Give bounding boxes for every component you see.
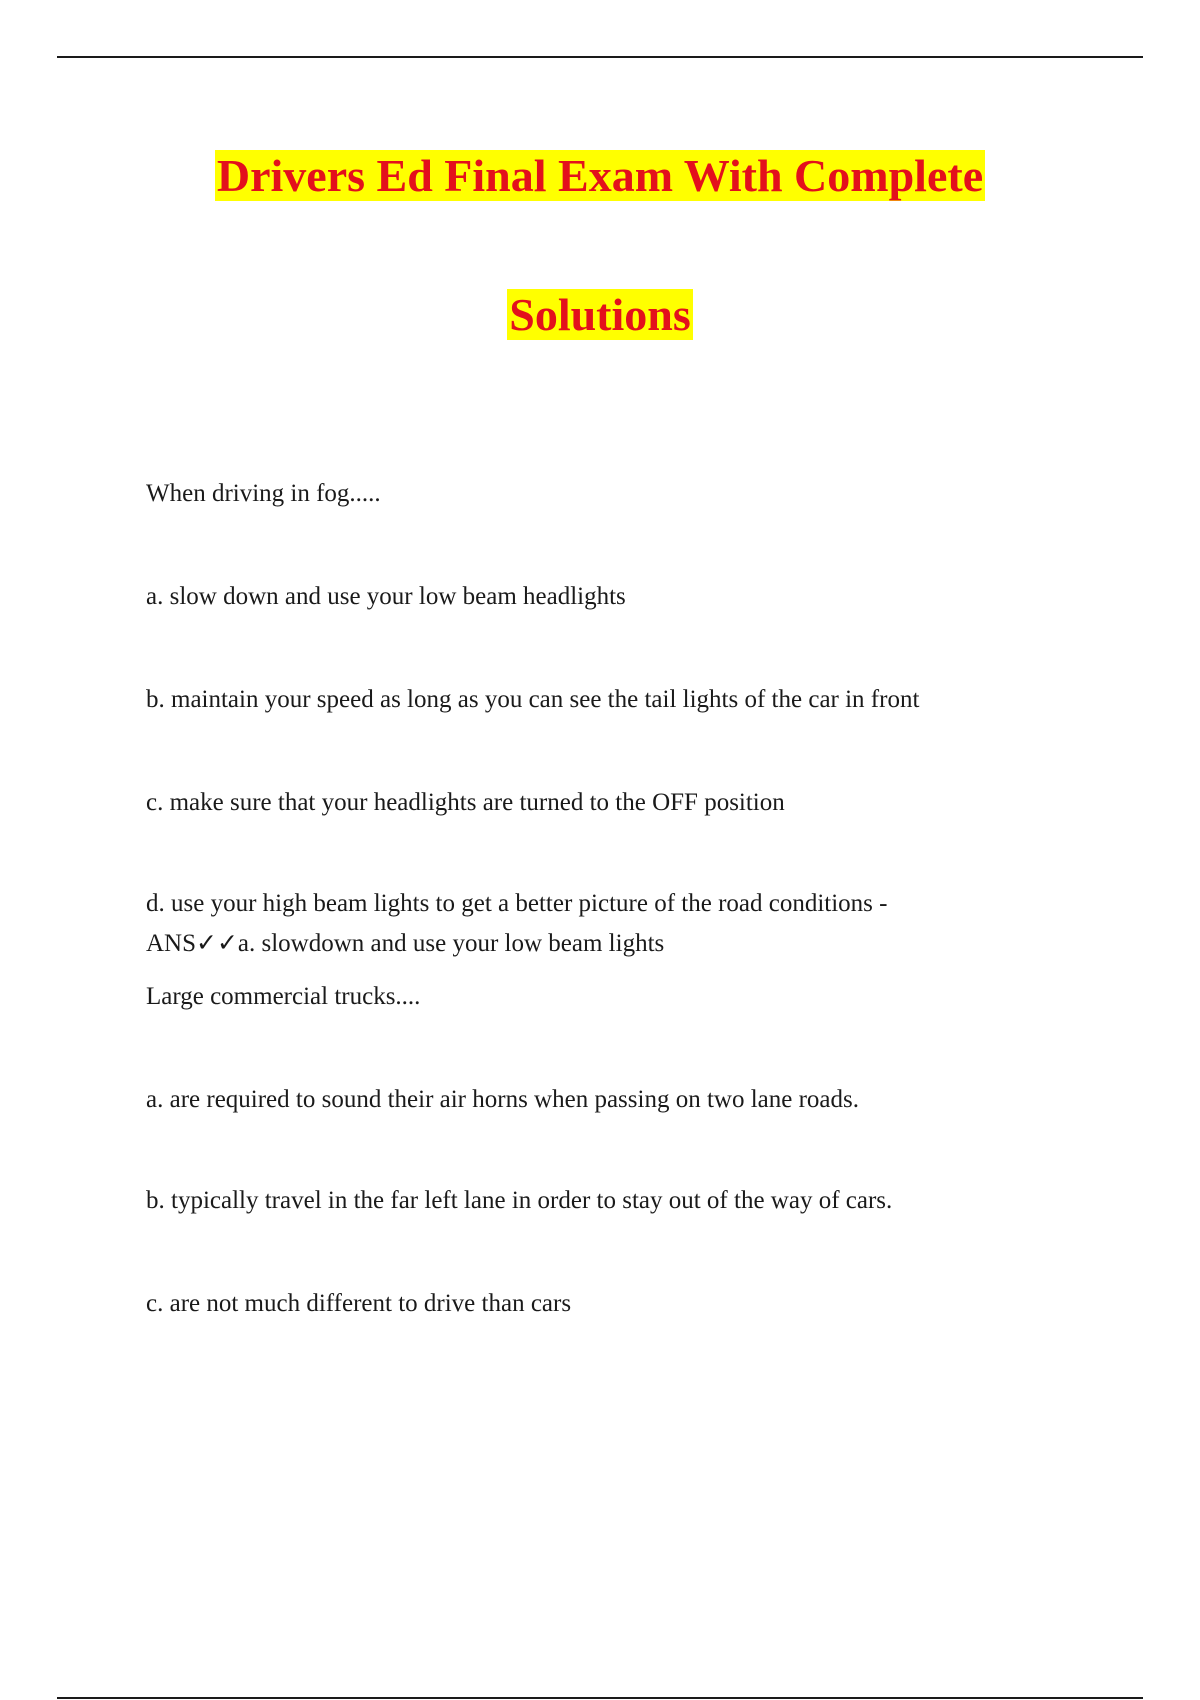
question-1-option-c: c. make sure that your headlights are turned to the OFF position	[146, 789, 785, 816]
question-1-option-a: a. slow down and use your low beam headlights	[146, 583, 626, 610]
question-2-option-b: b. typically travel in the far left lane in order to stay out of the way of cars.	[146, 1187, 893, 1214]
question-2-option-a: a. are required to sound their air horns when passing on two lane roads.	[146, 1086, 860, 1113]
header-rule	[57, 56, 1143, 58]
title-highlight: Solutions	[509, 289, 691, 340]
footer-rule	[57, 1697, 1143, 1699]
question-2-prompt: Large commercial trucks....	[146, 983, 421, 1010]
question-1-answer: ANS✓✓a. slowdown and use your low beam lights	[146, 930, 665, 957]
question-1-option-b: b. maintain your speed as long as you can see the tail lights of the car in front	[146, 686, 920, 713]
title-highlight: Drivers Ed Final Exam With Complete	[216, 150, 984, 201]
question-1-prompt: When driving in fog.....	[146, 480, 381, 507]
document-title-line-1	[0, 148, 1200, 204]
document-title-line-2	[0, 287, 1200, 343]
question-2-option-c: c. are not much different to drive than cars	[146, 1290, 572, 1317]
question-1-option-d: d. use your high beam lights to get a better picture of the road conditions -	[146, 890, 888, 917]
